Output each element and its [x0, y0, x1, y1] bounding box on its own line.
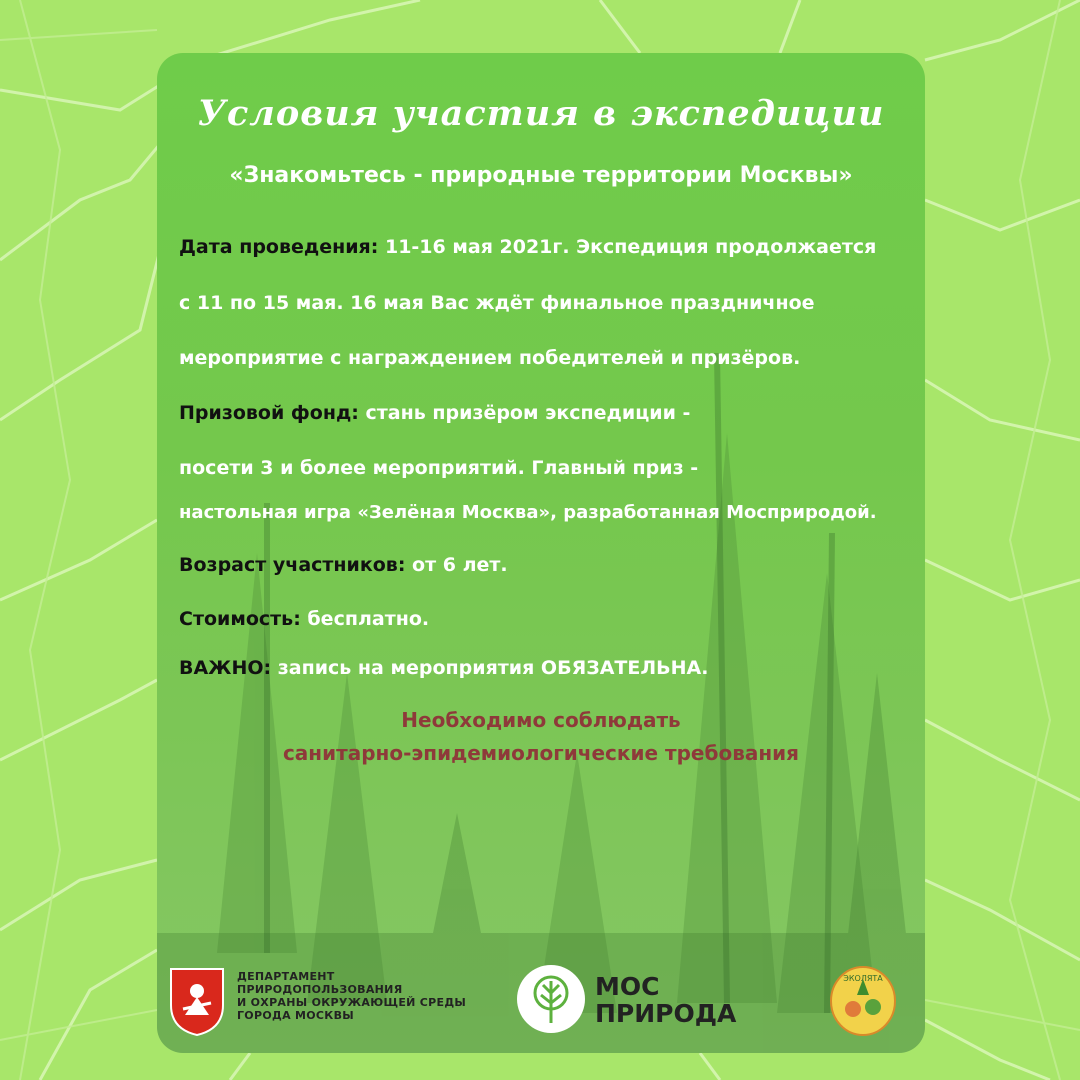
info-text: посети 3 и более мероприятий. Главный приз - — [179, 457, 699, 479]
department-name — [237, 970, 466, 1022]
info-text: бесплатно. — [300, 608, 430, 630]
info-label: Стоимость: — [179, 608, 301, 630]
page-subtitle: «Знакомьтесь - природные территории Москвы» — [229, 163, 853, 188]
department-line: ПРИРОДОПОЛЬЗОВАНИЯ — [237, 983, 403, 996]
info-line — [179, 554, 508, 576]
mos-line: МОС — [595, 972, 660, 1001]
moscow-coat-of-arms-icon — [167, 965, 227, 1037]
info-line — [179, 457, 698, 479]
notice-line-2: санитарно-эпидемиологические требования — [282, 741, 800, 765]
info-line — [179, 502, 877, 523]
mospriroda-wordmark — [595, 973, 736, 1027]
info-text: 11-16 мая 2021г. Экспедиция продолжается — [378, 236, 877, 258]
notice-line-1: Необходимо соблюдать — [401, 708, 681, 732]
info-card — [157, 53, 925, 1053]
page-title: Условия участия в экспедиции — [197, 93, 885, 134]
priroda-line: ПРИРОДА — [595, 999, 737, 1028]
info-label: ВАЖНО: — [179, 657, 272, 679]
info-label: Призовой фонд: — [179, 402, 359, 424]
info-line — [179, 402, 690, 424]
info-line — [179, 292, 815, 314]
info-line — [179, 347, 800, 369]
info-line — [179, 657, 708, 679]
info-text: с 11 по 15 мая. 16 мая Вас ждёт финальное праздничное — [179, 292, 815, 314]
department-line: ГОРОДА МОСКВЫ — [237, 1009, 354, 1022]
info-text: мероприятие с награждением победителей и призёров. — [179, 347, 801, 369]
info-text: настольная игра «Зелёная Москва», разработанная Мосприродой. — [179, 502, 877, 523]
department-line: ДЕПАРТАМЕНТ — [237, 970, 335, 983]
tree-logo-icon — [515, 963, 587, 1035]
info-label: Дата проведения: — [179, 236, 379, 258]
info-text: стань призёром экспедиции - — [358, 402, 691, 424]
ecolyata-badge-icon — [829, 965, 897, 1037]
forest-illustration — [157, 53, 925, 1053]
info-line — [179, 236, 876, 258]
info-label: Возраст участников: — [179, 554, 406, 576]
info-text: от 6 лет. — [405, 554, 508, 576]
info-text: запись на мероприятия ОБЯЗАТЕЛЬНА. — [271, 657, 709, 679]
department-line: И ОХРАНЫ ОКРУЖАЮЩЕЙ СРЕДЫ — [237, 996, 467, 1009]
ecolyata-badge-label: ЭКОЛЯТА — [843, 974, 883, 983]
info-line — [179, 608, 429, 630]
